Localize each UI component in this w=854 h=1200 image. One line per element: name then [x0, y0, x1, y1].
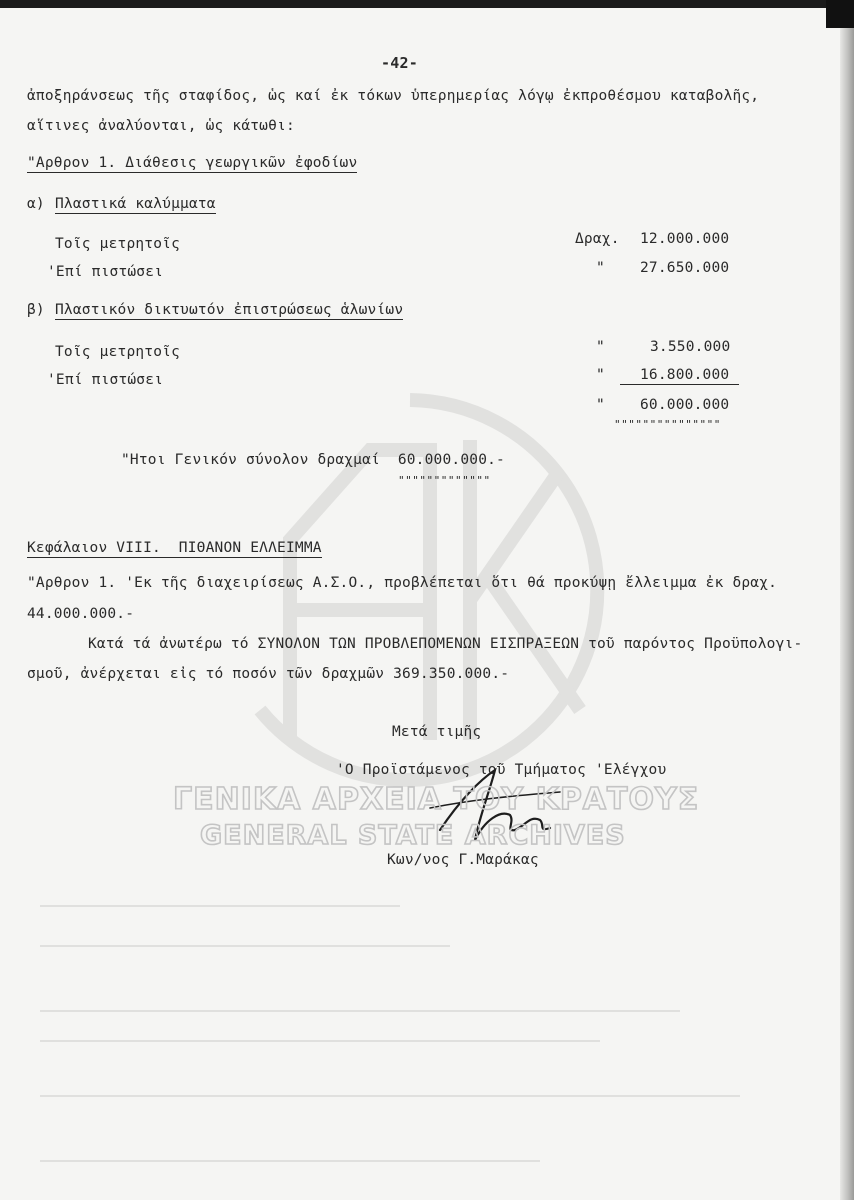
intro-line-2: αἵτινες ἀναλύονται, ὡς κάτωθι:	[27, 118, 295, 134]
section-a-marker: α)	[27, 196, 45, 212]
section-a-row-2-amount: 27.650.000	[640, 260, 730, 276]
section-a-row-1-label: Τοῖς μετρητοῖς	[55, 236, 181, 252]
section-b-title: Πλαστικόν δικτυωτόν ἐπιστρώσεως ἁλωνίων	[55, 302, 404, 318]
section-b-row-1-amount: 3.550.000	[650, 339, 731, 355]
chapter-heading: Κεφάλαιον VIII. ΠΙΘΑΝΟΝ ΕΛΛΕΙΜΜΑ	[27, 540, 322, 556]
watermark-english: GENERAL STATE ARCHIVES	[200, 820, 626, 851]
subtotal-prefix: "	[596, 397, 605, 413]
grand-total-marks: """""""""""""	[398, 474, 491, 487]
section-a-row-2-prefix: "	[596, 260, 605, 276]
section-b-row-2-amount: 16.800.000	[620, 367, 739, 385]
bleed-through-line	[40, 905, 400, 907]
section-a-row-2-label: 'Επί πιστώσει	[47, 264, 164, 280]
section-b-marker: β)	[27, 302, 45, 318]
grand-total-line: "Ητοι Γενικόν σύνολον δραχμαί 60.000.000.-	[121, 452, 505, 468]
section-b-row-1-label: Τοῖς μετρητοῖς	[55, 344, 181, 360]
bleed-through-line	[40, 1160, 540, 1162]
bleed-through-line	[40, 1010, 680, 1012]
bleed-through-line	[40, 945, 450, 947]
page-number: -42-	[381, 54, 418, 72]
scan-top-edge	[0, 0, 854, 8]
intro-line-1: ἀποξηράνσεως τῆς σταφίδος, ὡς καί ἐκ τόκων ὑπερημερίας λόγῳ ἐκπροθέσμου καταβολῆς,	[27, 88, 760, 104]
section-b-row-1-prefix: "	[596, 339, 605, 355]
subtotal-marks: """""""""""""""	[614, 418, 721, 431]
signatory-title: 'Ο Προϊστάμενος τοῦ Τμήματος 'Ελέγχου	[336, 762, 667, 778]
signatory-name: Κων/νος Γ.Μαράκας	[387, 852, 539, 868]
bleed-through-line	[40, 1040, 600, 1042]
section-b-row-2-label: 'Επί πιστώσει	[47, 372, 164, 388]
summary-line-2: σμοῦ, ἀνέρχεται εἰς τό ποσόν τῶν δραχμῶν 369.350.000.-	[27, 666, 510, 682]
scan-corner	[826, 0, 854, 28]
article-1-heading: "Αρθρον 1. Διάθεσις γεωργικῶν ἐφοδίων	[27, 155, 358, 171]
section-a-title: Πλαστικά καλύμματα	[55, 196, 216, 212]
section-a-row-1-prefix: Δραχ.	[575, 231, 620, 247]
section-a-row-1-amount: 12.000.000	[640, 231, 730, 247]
summary-line-1: Κατά τά ἀνωτέρω τό ΣΥΝΟΛΟΝ ΤΩΝ ΠΡΟΒΛΕΠΟΜΕΝΩΝ ΕΙΣΠΡΑΞΕΩΝ τοῦ παρόντος Προϋπολογι-	[88, 636, 803, 652]
chapter-article-line-1: "Αρθρον 1. 'Εκ τῆς διαχειρίσεως Α.Σ.Ο., προβλέπεται ὅτι θά προκύψῃ ἔλλειμμα ἐκ δραχ.	[27, 575, 778, 591]
section-b-row-2-prefix: "	[596, 367, 605, 383]
watermark-greek: ΓΕΝΙΚΑ ΑΡΧΕΙΑ ΤΟΥ ΚΡΑΤΟΥΣ	[173, 782, 700, 817]
scan-right-edge	[840, 0, 854, 1200]
chapter-article-line-2: 44.000.000.-	[27, 606, 135, 622]
subtotal-amount: 60.000.000	[640, 397, 730, 413]
bleed-through-line	[40, 1095, 740, 1097]
closing-regards: Μετά τιμῆς	[392, 724, 482, 740]
